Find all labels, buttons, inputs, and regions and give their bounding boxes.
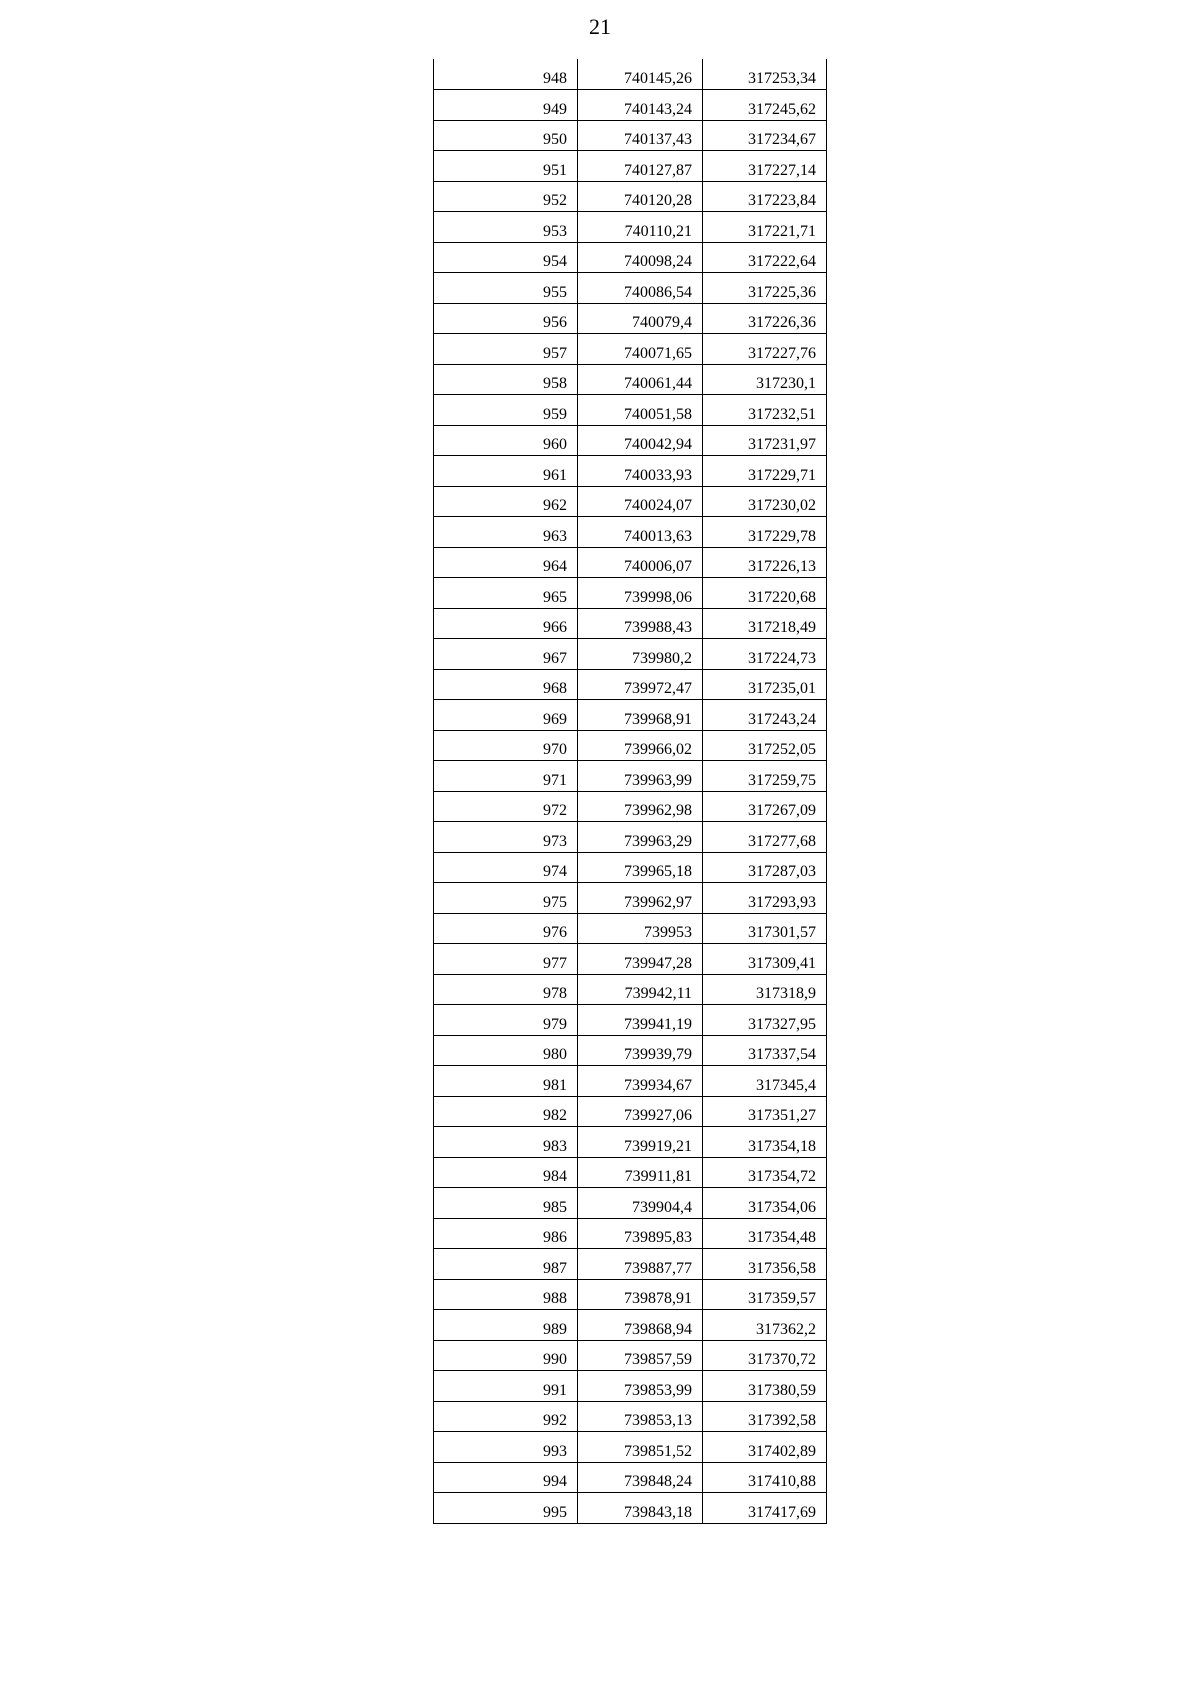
y-coordinate-cell: 317224,73 xyxy=(703,639,827,670)
point-number-cell: 972 xyxy=(434,791,578,822)
x-coordinate-cell: 739941,19 xyxy=(578,1005,703,1036)
table-row xyxy=(434,425,827,456)
y-coordinate-cell: 317327,95 xyxy=(703,1005,827,1036)
x-coordinate-cell: 739963,29 xyxy=(578,822,703,853)
y-coordinate-cell: 317301,57 xyxy=(703,913,827,944)
point-number-cell: 994 xyxy=(434,1462,578,1493)
y-coordinate-cell: 317227,14 xyxy=(703,151,827,182)
x-coordinate-cell: 740061,44 xyxy=(578,364,703,395)
x-coordinate-cell: 740098,24 xyxy=(578,242,703,273)
table-row xyxy=(434,517,827,548)
x-coordinate-cell: 739843,18 xyxy=(578,1493,703,1524)
y-coordinate-cell: 317259,75 xyxy=(703,761,827,792)
point-number-cell: 956 xyxy=(434,303,578,334)
point-number-cell: 953 xyxy=(434,212,578,243)
table-row xyxy=(434,456,827,487)
table-row xyxy=(434,181,827,212)
y-coordinate-cell: 317277,68 xyxy=(703,822,827,853)
x-coordinate-cell: 739953 xyxy=(578,913,703,944)
x-coordinate-cell: 740127,87 xyxy=(578,151,703,182)
table-row xyxy=(434,1127,827,1158)
table-row xyxy=(434,1218,827,1249)
x-coordinate-cell: 739868,94 xyxy=(578,1310,703,1341)
table-row xyxy=(434,486,827,517)
x-coordinate-cell: 739966,02 xyxy=(578,730,703,761)
point-number-cell: 958 xyxy=(434,364,578,395)
x-coordinate-cell: 739895,83 xyxy=(578,1218,703,1249)
table-row xyxy=(434,273,827,304)
x-coordinate-cell: 740145,26 xyxy=(578,59,703,90)
y-coordinate-cell: 317293,93 xyxy=(703,883,827,914)
y-coordinate-cell: 317230,1 xyxy=(703,364,827,395)
table-row xyxy=(434,151,827,182)
x-coordinate-cell: 739962,98 xyxy=(578,791,703,822)
x-coordinate-cell: 740120,28 xyxy=(578,181,703,212)
table-row xyxy=(434,852,827,883)
table-row xyxy=(434,1035,827,1066)
y-coordinate-cell: 317402,89 xyxy=(703,1432,827,1463)
table-row xyxy=(434,1096,827,1127)
y-coordinate-cell: 317221,71 xyxy=(703,212,827,243)
point-number-cell: 988 xyxy=(434,1279,578,1310)
y-coordinate-cell: 317226,13 xyxy=(703,547,827,578)
y-coordinate-cell: 317345,4 xyxy=(703,1066,827,1097)
point-number-cell: 977 xyxy=(434,944,578,975)
x-coordinate-cell: 739980,2 xyxy=(578,639,703,670)
point-number-cell: 969 xyxy=(434,700,578,731)
table-row xyxy=(434,669,827,700)
y-coordinate-cell: 317410,88 xyxy=(703,1462,827,1493)
y-coordinate-cell: 317229,78 xyxy=(703,517,827,548)
y-coordinate-cell: 317235,01 xyxy=(703,669,827,700)
point-number-cell: 954 xyxy=(434,242,578,273)
coordinates-table xyxy=(433,59,827,1524)
x-coordinate-cell: 739857,59 xyxy=(578,1340,703,1371)
point-number-cell: 966 xyxy=(434,608,578,639)
point-number-cell: 957 xyxy=(434,334,578,365)
table-row xyxy=(434,883,827,914)
y-coordinate-cell: 317229,71 xyxy=(703,456,827,487)
point-number-cell: 984 xyxy=(434,1157,578,1188)
x-coordinate-cell: 739942,11 xyxy=(578,974,703,1005)
y-coordinate-cell: 317267,09 xyxy=(703,791,827,822)
x-coordinate-cell: 739939,79 xyxy=(578,1035,703,1066)
x-coordinate-cell: 739887,77 xyxy=(578,1249,703,1280)
x-coordinate-cell: 739972,47 xyxy=(578,669,703,700)
y-coordinate-cell: 317252,05 xyxy=(703,730,827,761)
table-row xyxy=(434,1157,827,1188)
table-row xyxy=(434,1279,827,1310)
table-row xyxy=(434,1432,827,1463)
point-number-cell: 952 xyxy=(434,181,578,212)
table-row xyxy=(434,1005,827,1036)
x-coordinate-cell: 740006,07 xyxy=(578,547,703,578)
y-coordinate-cell: 317243,24 xyxy=(703,700,827,731)
table-row xyxy=(434,303,827,334)
x-coordinate-cell: 739934,67 xyxy=(578,1066,703,1097)
y-coordinate-cell: 317223,84 xyxy=(703,181,827,212)
x-coordinate-cell: 739853,99 xyxy=(578,1371,703,1402)
point-number-cell: 973 xyxy=(434,822,578,853)
y-coordinate-cell: 317287,03 xyxy=(703,852,827,883)
point-number-cell: 980 xyxy=(434,1035,578,1066)
table-row xyxy=(434,334,827,365)
point-number-cell: 970 xyxy=(434,730,578,761)
x-coordinate-cell: 739988,43 xyxy=(578,608,703,639)
x-coordinate-cell: 739965,18 xyxy=(578,852,703,883)
table-row xyxy=(434,608,827,639)
point-number-cell: 975 xyxy=(434,883,578,914)
table-row xyxy=(434,639,827,670)
x-coordinate-cell: 739998,06 xyxy=(578,578,703,609)
table-row xyxy=(434,395,827,426)
point-number-cell: 982 xyxy=(434,1096,578,1127)
y-coordinate-cell: 317226,36 xyxy=(703,303,827,334)
x-coordinate-cell: 739853,13 xyxy=(578,1401,703,1432)
x-coordinate-cell: 740033,93 xyxy=(578,456,703,487)
x-coordinate-cell: 740079,4 xyxy=(578,303,703,334)
x-coordinate-cell: 740051,58 xyxy=(578,395,703,426)
x-coordinate-cell: 739962,97 xyxy=(578,883,703,914)
table-row xyxy=(434,578,827,609)
table-row xyxy=(434,1493,827,1524)
table-row xyxy=(434,791,827,822)
table-row xyxy=(434,822,827,853)
point-number-cell: 991 xyxy=(434,1371,578,1402)
table-row xyxy=(434,1249,827,1280)
x-coordinate-cell: 740143,24 xyxy=(578,90,703,121)
table-row xyxy=(434,1401,827,1432)
y-coordinate-cell: 317380,59 xyxy=(703,1371,827,1402)
table-row xyxy=(434,242,827,273)
y-coordinate-cell: 317337,54 xyxy=(703,1035,827,1066)
x-coordinate-cell: 739968,91 xyxy=(578,700,703,731)
table-row xyxy=(434,761,827,792)
table-row xyxy=(434,90,827,121)
point-number-cell: 993 xyxy=(434,1432,578,1463)
x-coordinate-cell: 739947,28 xyxy=(578,944,703,975)
y-coordinate-cell: 317227,76 xyxy=(703,334,827,365)
y-coordinate-cell: 317245,62 xyxy=(703,90,827,121)
x-coordinate-cell: 739904,4 xyxy=(578,1188,703,1219)
point-number-cell: 960 xyxy=(434,425,578,456)
point-number-cell: 961 xyxy=(434,456,578,487)
x-coordinate-cell: 739919,21 xyxy=(578,1127,703,1158)
coordinates-table-body xyxy=(434,59,827,1523)
y-coordinate-cell: 317354,48 xyxy=(703,1218,827,1249)
point-number-cell: 974 xyxy=(434,852,578,883)
y-coordinate-cell: 317354,72 xyxy=(703,1157,827,1188)
y-coordinate-cell: 317417,69 xyxy=(703,1493,827,1524)
point-number-cell: 979 xyxy=(434,1005,578,1036)
table-row xyxy=(434,700,827,731)
table-row xyxy=(434,944,827,975)
x-coordinate-cell: 739963,99 xyxy=(578,761,703,792)
y-coordinate-cell: 317232,51 xyxy=(703,395,827,426)
y-coordinate-cell: 317359,57 xyxy=(703,1279,827,1310)
x-coordinate-cell: 740013,63 xyxy=(578,517,703,548)
x-coordinate-cell: 739848,24 xyxy=(578,1462,703,1493)
table-row xyxy=(434,364,827,395)
page-number: 21 xyxy=(589,14,611,39)
point-number-cell: 959 xyxy=(434,395,578,426)
x-coordinate-cell: 739927,06 xyxy=(578,1096,703,1127)
point-number-cell: 986 xyxy=(434,1218,578,1249)
y-coordinate-cell: 317218,49 xyxy=(703,608,827,639)
y-coordinate-cell: 317230,02 xyxy=(703,486,827,517)
y-coordinate-cell: 317351,27 xyxy=(703,1096,827,1127)
point-number-cell: 981 xyxy=(434,1066,578,1097)
table-row xyxy=(434,1462,827,1493)
table-row xyxy=(434,1066,827,1097)
point-number-cell: 976 xyxy=(434,913,578,944)
table-row xyxy=(434,974,827,1005)
table-row xyxy=(434,59,827,90)
point-number-cell: 955 xyxy=(434,273,578,304)
table-row xyxy=(434,1371,827,1402)
point-number-cell: 983 xyxy=(434,1127,578,1158)
y-coordinate-cell: 317318,9 xyxy=(703,974,827,1005)
y-coordinate-cell: 317354,06 xyxy=(703,1188,827,1219)
y-coordinate-cell: 317356,58 xyxy=(703,1249,827,1280)
point-number-cell: 989 xyxy=(434,1310,578,1341)
point-number-cell: 948 xyxy=(434,59,578,90)
y-coordinate-cell: 317309,41 xyxy=(703,944,827,975)
table-row xyxy=(434,120,827,151)
y-coordinate-cell: 317354,18 xyxy=(703,1127,827,1158)
point-number-cell: 990 xyxy=(434,1340,578,1371)
x-coordinate-cell: 739911,81 xyxy=(578,1157,703,1188)
point-number-cell: 968 xyxy=(434,669,578,700)
y-coordinate-cell: 317231,97 xyxy=(703,425,827,456)
table-row xyxy=(434,913,827,944)
point-number-cell: 967 xyxy=(434,639,578,670)
point-number-cell: 995 xyxy=(434,1493,578,1524)
table-row xyxy=(434,730,827,761)
table-row xyxy=(434,1188,827,1219)
point-number-cell: 962 xyxy=(434,486,578,517)
table-row xyxy=(434,1340,827,1371)
table-row xyxy=(434,1310,827,1341)
point-number-cell: 950 xyxy=(434,120,578,151)
y-coordinate-cell: 317253,34 xyxy=(703,59,827,90)
point-number-cell: 971 xyxy=(434,761,578,792)
point-number-cell: 978 xyxy=(434,974,578,1005)
point-number-cell: 985 xyxy=(434,1188,578,1219)
point-number-cell: 949 xyxy=(434,90,578,121)
point-number-cell: 987 xyxy=(434,1249,578,1280)
point-number-cell: 965 xyxy=(434,578,578,609)
y-coordinate-cell: 317225,36 xyxy=(703,273,827,304)
point-number-cell: 951 xyxy=(434,151,578,182)
x-coordinate-cell: 740071,65 xyxy=(578,334,703,365)
x-coordinate-cell: 740110,21 xyxy=(578,212,703,243)
x-coordinate-cell: 740086,54 xyxy=(578,273,703,304)
x-coordinate-cell: 740137,43 xyxy=(578,120,703,151)
y-coordinate-cell: 317362,2 xyxy=(703,1310,827,1341)
y-coordinate-cell: 317392,58 xyxy=(703,1401,827,1432)
y-coordinate-cell: 317370,72 xyxy=(703,1340,827,1371)
table-row xyxy=(434,212,827,243)
point-number-cell: 963 xyxy=(434,517,578,548)
table-row xyxy=(434,547,827,578)
y-coordinate-cell: 317234,67 xyxy=(703,120,827,151)
x-coordinate-cell: 739851,52 xyxy=(578,1432,703,1463)
y-coordinate-cell: 317220,68 xyxy=(703,578,827,609)
x-coordinate-cell: 740042,94 xyxy=(578,425,703,456)
x-coordinate-cell: 740024,07 xyxy=(578,486,703,517)
x-coordinate-cell: 739878,91 xyxy=(578,1279,703,1310)
point-number-cell: 964 xyxy=(434,547,578,578)
y-coordinate-cell: 317222,64 xyxy=(703,242,827,273)
point-number-cell: 992 xyxy=(434,1401,578,1432)
